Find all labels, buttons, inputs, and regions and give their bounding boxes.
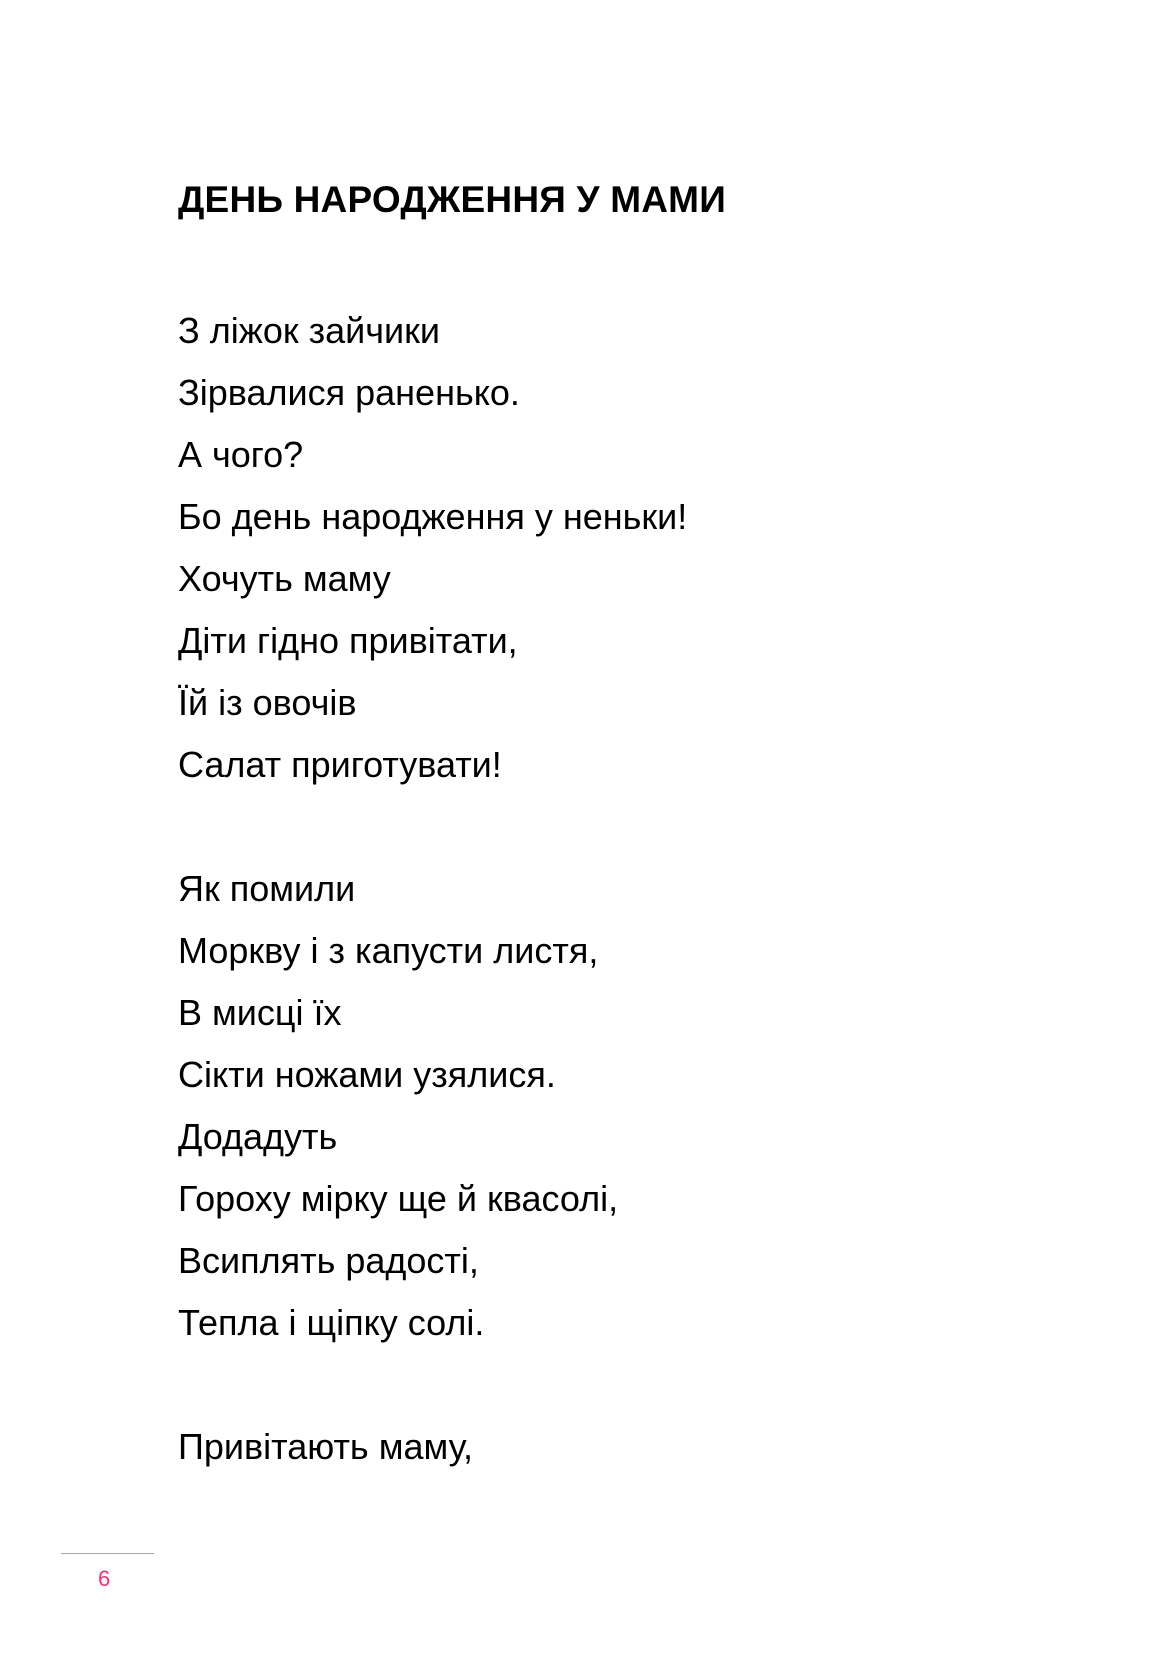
poem-title: ДЕНЬ НАРОДЖЕННЯ У МАМИ (178, 179, 726, 220)
footer-divider (61, 1553, 154, 1554)
poem-line: Сікти ножами узялися. (178, 1054, 556, 1095)
stanza (178, 1416, 687, 1478)
poem-line: Салат приготувати! (178, 744, 502, 785)
stanza (178, 300, 687, 796)
poem-body (178, 300, 687, 1478)
poem-line: Додадуть (178, 1116, 338, 1157)
page-number: 6 (98, 1566, 111, 1591)
poem-line: Як помили (178, 868, 356, 909)
poem-line: Їй із овочів (178, 682, 357, 723)
poem-line: В мисці їх (178, 992, 342, 1033)
poem-line: Привітають маму, (178, 1426, 474, 1467)
poem-line: З ліжок зайчики (178, 310, 440, 351)
poem-line: Бо день народження у неньки! (178, 496, 688, 537)
poem-line: Зірвалися раненько. (178, 372, 520, 413)
poem-line: Гороху мірку ще й квасолі, (178, 1178, 619, 1219)
poem-line: Діти гідно привітати, (178, 620, 518, 661)
poem-line: А чого? (178, 434, 304, 475)
poem-line: Всиплять радості, (178, 1240, 479, 1281)
stanza (178, 858, 687, 1354)
poem-line: Тепла і щіпку солі. (178, 1302, 485, 1343)
poem-line: Хочуть маму (178, 558, 391, 599)
poem-line: Моркву і з капусти листя, (178, 930, 599, 971)
